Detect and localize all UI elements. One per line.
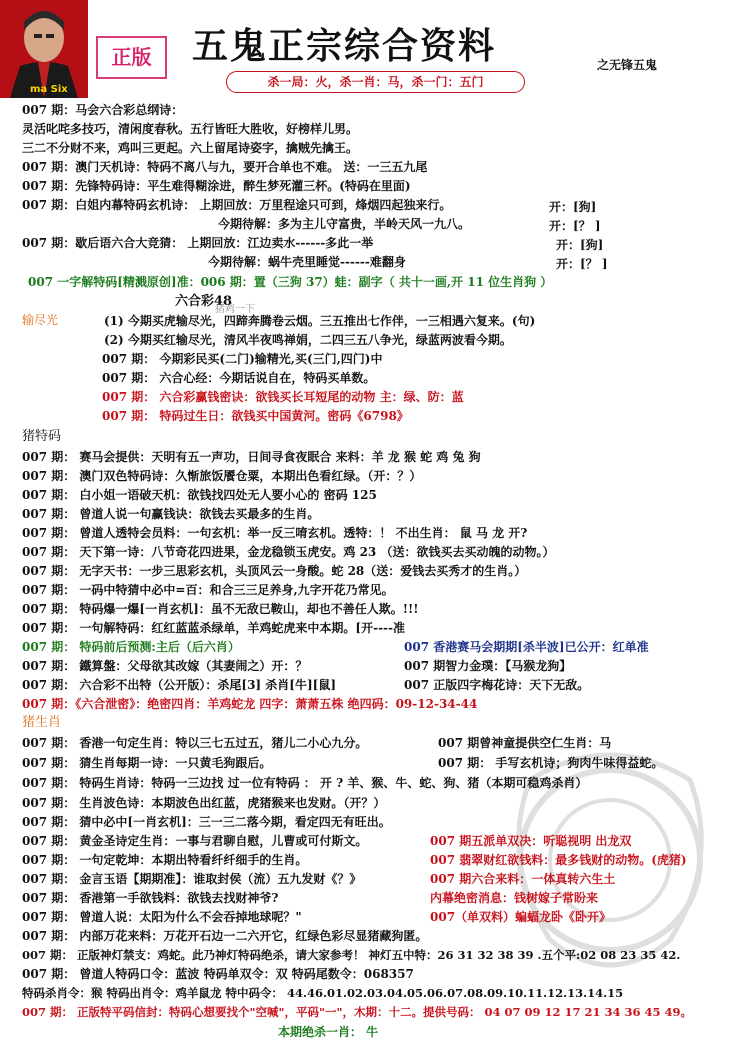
line-cai-meiqi: 007 期： 猜生肖每期一诗：一只黄毛狗跟后。 [22, 756, 272, 770]
line-wuzi-tianshu: 007 期： 无字天书：一步三思彩玄机，头顶风云一身酸。蛇 28（送：爱钱去买秀才的生肖。） [22, 564, 527, 578]
line-xinjing: 007 期： 六合心经：今期话说自在，特码买单数。 [102, 371, 376, 385]
baijie-today-open: 开：[？ ] [549, 219, 601, 233]
baijie-open: 开：[狗] [549, 200, 597, 214]
line-jinyan: 007 期： 金言玉语【期期准】：谁取封侯（流）五九发财《？》 [22, 872, 362, 886]
line-baoyibao: 007 期： 特码爆一爆[一肖玄机]：虽不无敌已鞍山，却也不善任人欺。!!! [22, 602, 419, 616]
line-macau-shuangse: 007 期： 澳门双色特码诗：久惭旅饭餍仓粟，本期出色看红绿。（开：？） [22, 469, 422, 483]
line-zengdaoren: 007 期： 曾道人说一句赢钱诀：欲钱去买最多的生肖。 [22, 507, 320, 521]
line-hk-diyishou: 007 期： 香港第一手欲钱料：欲钱去找财神爷? [22, 891, 279, 905]
line-shengri: 007 期： 特码过生日：欲钱买中国黄河。密码《6798》 [102, 409, 409, 423]
line-shaxiao-ling: 特码杀肖令：猴 特码出肖令：鸡羊鼠龙 特中码令： 44.46.01.02.03.04.05.06.07.08.09.10.11.12.13.14.15 [22, 986, 624, 1000]
line-baijie-today: 今期待解：多为主儿守富贵，半岭天风一九八。 [218, 217, 471, 231]
xiehou-today-open: 开：[？ ] [556, 257, 608, 271]
right-neimu: 内幕绝密消息：钱树嫁子常盼来 [430, 891, 599, 905]
line-buchute: 007 期： 六合彩不出特（公开版）：杀尾[3] 杀肖[牛][鼠] [22, 678, 336, 692]
page-title: 五鬼正宗综合资料 [192, 26, 497, 67]
right-feicui: 007 翡翠财红欲钱料：最多钱财的动物。(虎猪) [430, 853, 687, 867]
stamp-text: 六合彩48 [175, 294, 233, 309]
line-yima-zhongte: 007 期： 一码中特猜中必中=百：和合三三足养身,九字开花乃常见。 [22, 583, 394, 597]
xiehou-open: 开：[狗] [556, 238, 604, 252]
right-danshuang: 007（单双料）蝙蝠龙卧《卧开》 [430, 910, 612, 924]
line-xianfeng: 007 期：先锋特码诗：平生难得糊涂进，醉生梦死灌三杯。(特码在里面) [22, 179, 411, 193]
section-zhutema: 猪特码 [22, 429, 62, 444]
line-zeng-taiyang: 007 期： 曾道人说：太阳为什么不会吞掉地球呢？" [22, 910, 302, 924]
line-macau-tianji: 007 期：澳门天机诗：特码不离八与九，要开合单也不难。 送：一三五九尾 [22, 160, 428, 174]
line-xiehouyu: 007 期：歇后语六合大竞猜： 上期回放：江边卖水------多此一举 [22, 236, 374, 250]
subtitle: 之无锋五鬼 [597, 58, 658, 72]
line-xinfeng: 007 期： 正版特平码信封：特码心想要找个"空喊"，平码"一"，木期：十二。提供号码： 04 07 09 12 17 21 34 36 45 49。 [22, 1005, 693, 1019]
right-zhili: 007 期智力金璞：【马猴龙狗】 [404, 659, 572, 673]
line-zeng-tote: 007 期： 曾道人透特会员料：一句玄机：举一反三唷玄机。透特：！ 不出生肖： 鼠 马 龙 开? [22, 526, 528, 540]
blurred-note: 猪鸡一下 [215, 304, 255, 315]
line-xiehou-today: 今期待解：蜗牛壳里睡觉------难翻身 [208, 255, 406, 269]
line-qianhou: 007 期： 特码前后预测:主后（后六肖） [22, 640, 240, 654]
section-shujinguang: 输尽光 [22, 313, 59, 327]
line-caizhong: 007 期： 猜中必中[一肖玄机]：三一三二落今期，看定四无有旺出。 [22, 815, 391, 829]
line-yizijie: 007 一字解特码[精溅原创]准：006 期：置（三狗 37）蛙：副字（ 共十一画,开 11 位生肖狗 ） [28, 275, 553, 289]
host-photo [0, 0, 88, 98]
line-yingqian-mijue: 007 期： 六合彩赢钱密诀：欲钱买长耳短尾的动物 主：绿、防：蓝 [102, 390, 464, 404]
right-sizi: 007 正版四字梅花诗：天下无敌。 [404, 678, 590, 692]
line-zonggang: 007 期：马会六合彩总纲诗： [22, 103, 184, 117]
line-shendeng: 007 期： 正版神灯禁支：鸡蛇。此乃神灯特码绝杀，请大家参考！ 神灯五中特：26 31 32 38 39 .五个平:02 08 23 35 42. [22, 948, 681, 962]
line-hk-yiju: 007 期： 香港一句定生肖：特以三七五过五，猪儿二小心九分。 [22, 736, 368, 750]
kill-line-banner: 杀一局：火，杀一肖：马，杀一门：五门 [226, 71, 525, 93]
line-bose: 007 期： 生肖波色诗：本期波色出红蓝，虎猪猴来也发财。（开？） [22, 796, 386, 810]
line-saimahui: 007 期： 赛马会提供：天明有五一声功，日间寻食夜眠合 来料：羊 龙 猴 蛇 鸡 兔 狗 [22, 450, 481, 464]
line-huangjin: 007 期： 黄金圣诗定生肖：一事与君聊自慰，儿曹或可付斯文。 [22, 834, 368, 848]
poem-line-2: 三二不分财不来，鸡叫三更起。六上留尾诗姿字，擒贼先擒王。 [22, 141, 359, 155]
right-shouxie: 007 期： 手写玄机诗；狗肉牛味得益蛇。 [438, 756, 664, 770]
line-qiankun: 007 期： 一句定乾坤：本期出特看纤纤细手的生肖。 [22, 853, 308, 867]
line-wanhua: 007 期： 内部万花来料：万花开石边一二六开它，红绿色彩尽显猪藏狗匿。 [22, 929, 428, 943]
line-caimin: 007 期： 今期彩民买(二门)输精光,买(三门,四门)中 [102, 352, 383, 366]
line-yiju-jie: 007 期： 一句解特码：红红蓝蓝杀绿单，羊鸡蛇虎来中本期。[开----准 [22, 621, 406, 635]
right-saima-ban: 007 香港赛马会期期[杀半波]已公开：红单准 [404, 640, 649, 654]
official-badge: 正版 [96, 36, 167, 79]
line-tianxia-diyi: 007 期： 天下第一诗：八节奇花四进果，金龙稳锁玉虎安。鸡 23 （送：欲钱买去买动魄的动物。） [22, 545, 555, 559]
line-juesha: 本期绝杀一肖： 牛 [278, 1025, 379, 1039]
poem-line-1: 灵活叱咤多技巧，清闲度春秋。五行皆旺大胜收，好榜样儿男。 [22, 122, 359, 136]
shujinguang-1: (1) 今期买虎输尽光，四蹄奔腾卷云烟。三五推出七作伴，一三相遇六复来。(句) [104, 314, 536, 328]
line-xiemi: 007 期：《六合泄密》：绝密四肖：羊鸡蛇龙 四字：萧萧五株 绝四码：09-12-34-44 [22, 697, 478, 711]
line-baixiaojie: 007 期： 白小姐一语破天机：欲钱找四处无人要小心的 密码 125 [22, 488, 377, 502]
right-shentong: 007 期曾神童提供空仁生肖：马 [438, 736, 612, 750]
line-zeng-kouling: 007 期： 曾道人特码口令：蓝波 特码单双令：双 特码尾数令：068357 [22, 967, 414, 981]
right-wupai: 007 期五派单双决：听聪视明 出龙双 [430, 834, 632, 848]
line-shengxiao-shi: 007 期： 特码生肖诗：特码一三边找 过一位有特码 ： 开 ? 羊、猴、牛、蛇、狗、猪（本期可稳鸡杀肖） [22, 776, 588, 790]
line-tiesuanpan: 007 期： 鐵算盤：父母欲其改嫁（其妻闹之）开：？ [22, 659, 308, 673]
section-zhushengxiao: 猪生肖 [22, 715, 62, 730]
photo-caption: ma Six [30, 84, 68, 95]
line-baijie: 007 期：白姐内幕特码玄机诗： 上期回放：万里程途只可到，烽烟四起独来行。 [22, 198, 452, 212]
shujinguang-2: (2) 今期买红输尽光，清风半夜鸣禅娟，二四三五八争光，绿蓝两波看今期。 [104, 333, 512, 347]
right-liuhe-lailiao: 007 期六合来料：一体真转六生土 [430, 872, 616, 886]
